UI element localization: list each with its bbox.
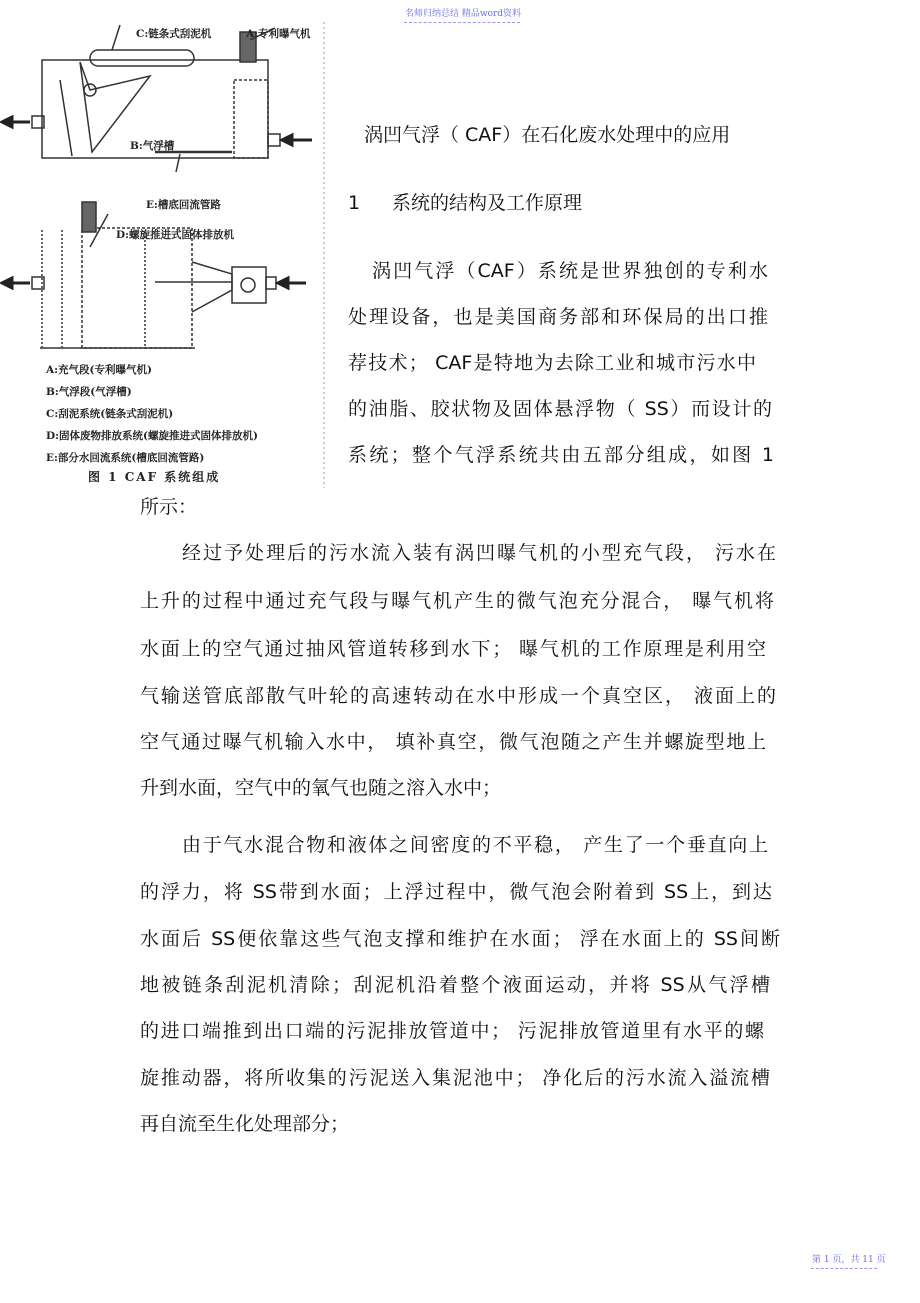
paragraph-3-line: 地被链条刮泥机清除；刮泥机沿着整个液面运动，并将 SS从气浮槽 (140, 974, 770, 996)
paragraph-1-line: 涡凹气浮（CAF）系统是世界独创的专利水 (372, 260, 768, 282)
paragraph-2-line: 气输送管底部散气叶轮的高速转动在水中形成一个真空区， 液面上的 (140, 685, 776, 707)
paragraph-2-line: 升到水面，空气中的氧气也随之溶入水中； (140, 777, 502, 799)
header-divider (404, 22, 520, 23)
label-b: B:气浮槽 (130, 140, 175, 152)
paragraph-3-line: 由于气水混合物和液体之间密度的不平稳， 产生了一个垂直向上 (182, 834, 768, 856)
paragraph-1-line: 的油脂、胶状物及固体悬浮物（ SS）而设计的 (348, 398, 772, 420)
paragraph-1-line: 系统；整个气浮系统共由五部分组成，如图 1 (348, 444, 774, 466)
legend-e: E:部分水回流系统(槽底回流管路) (46, 452, 205, 464)
label-a: A:专利曝气机 (246, 28, 311, 40)
paragraph-1-line: 荐技术； CAF是特地为去除工业和城市污水中 (348, 352, 756, 374)
figure-caption: 图 1 CAF 系统组成 (88, 470, 221, 484)
paragraph-3-line: 再自流至生化处理部分； (140, 1113, 350, 1135)
legend-a: A:充气段(专利曝气机) (46, 364, 152, 376)
label-c: C:链条式刮泥机 (136, 28, 212, 40)
paragraph-3-line: 旋推动器，将所收集的污泥送入集泥池中； 净化后的污水流入溢流槽 (140, 1067, 770, 1089)
paragraph-1-line: 处理设备，也是美国商务部和环保局的出口推 (348, 306, 768, 328)
paragraph-3-line: 的进口端推到出口端的污泥排放管道中； 污泥排放管道里有水平的螺 (140, 1020, 764, 1042)
paragraph-2-line: 水面上的空气通过抽风管道转移到水下； 曝气机的工作原理是利用空 (140, 638, 766, 660)
page-footer: 第 1 页，共 11 页 (812, 1255, 886, 1265)
legend-b: B:气浮段(气浮槽) (46, 386, 132, 398)
label-e: E:槽底回流管路 (146, 199, 221, 211)
paragraph-2-line: 上升的过程中通过充气段与曝气机产生的微气泡充分混合， 曝气机将 (140, 590, 774, 612)
paragraph-3-line: 水面后 SS便依靠这些气泡支撑和维护在水面； 浮在水面上的 SS间断 (140, 928, 780, 950)
legend-c: C:刮泥系统(链条式刮泥机) (46, 408, 174, 420)
footer-divider (811, 1268, 877, 1269)
caf-system-figure (0, 22, 326, 488)
paragraph-2-line: 经过予处理后的污水流入装有涡凹曝气机的小型充气段， 污水在 (182, 542, 776, 564)
paragraph-1-line: 所示： (140, 496, 198, 518)
label-d: D:螺旋推进式固体排放机 (116, 229, 234, 241)
legend-d: D:固体废物排放系统(螺旋推进式固体排放机) (46, 430, 258, 442)
page-header: 名师归纳总结 精品word资料 (405, 9, 522, 19)
paragraph-3-line: 的浮力，将 SS带到水面；上浮过程中，微气泡会附着到 SS上，到达 (140, 881, 772, 903)
section-title: 系统的结构及工作原理 (392, 192, 583, 214)
paragraph-2-line: 空气通过曝气机输入水中， 填补真空，微气泡随之产生并螺旋型地上 (140, 731, 766, 753)
document-title: 涡凹气浮（ CAF）在石化废水处理中的应用 (364, 124, 731, 146)
section-number: 1 (348, 192, 361, 214)
